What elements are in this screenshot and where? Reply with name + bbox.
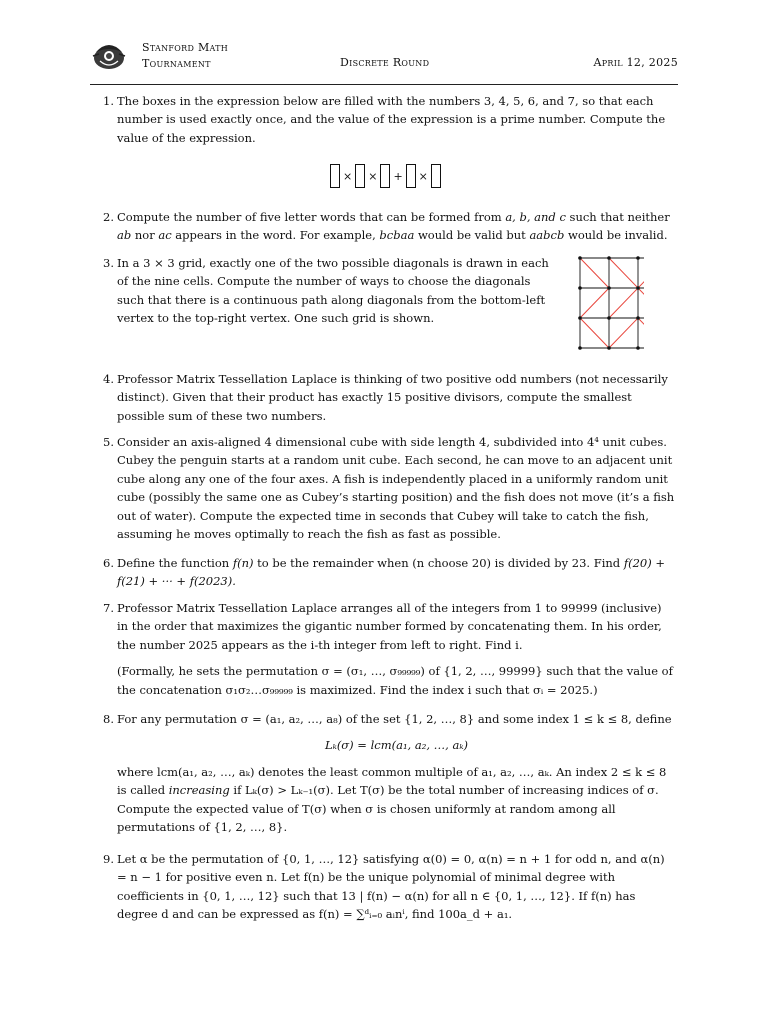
problem-3 xyxy=(96,254,558,328)
grid-vertex xyxy=(578,256,582,260)
problem-number: 2. xyxy=(103,210,114,224)
problem-text: Professor Matrix Tessellation Laplace arranges all of the integers from 1 to 99999 (inclusive) in the order that maximizes the gigantic number formed by concatenating them. In his order, the number 2025 appears as the i-th integer from left to right. Find i. xyxy=(117,601,662,652)
problem-number: 1. xyxy=(103,94,114,108)
problem-text: Consider an axis-aligned 4 dimensional cube with side length 4, subdivided into 4⁴ unit cubes. Cubey the penguin starts at a random unit cube. Each second, he can move to an adjacent unit cube along any one of the four axes. A fish is independently placed in a uniformly random unit cube (possibly the same one as Cubey’s starting position) and the fish does not move (it’s a fish out of water). Compute the expected time in seconds that Cubey will take to catch the fish, assuming he moves optimally to reach the fish as fast as possible. xyxy=(117,435,675,542)
problem-text: In a 3 × 3 grid, exactly one of the two possible diagonals is drawn in each of the nine cells. Compute the number of ways to choose the diagonals such that there is a continuous path along diagonals from the bottom-left vertex to the top-right vertex. One such grid is shown. xyxy=(117,256,549,326)
grid-vertex xyxy=(636,256,640,260)
organizer-name xyxy=(142,40,228,72)
blank-box xyxy=(406,164,416,188)
grid-vertex xyxy=(636,316,640,320)
organizer-line-1: Stanford Math xyxy=(142,41,229,54)
problem-text: Professor Matrix Tessellation Laplace is thinking of two positive odd numbers (not necessarily distinct). Given that their product has exactly 15 positive divisors, compute the smallest possible sum of these two numbers. xyxy=(117,372,668,423)
grid-vertex xyxy=(607,316,611,320)
problem-6 xyxy=(96,554,676,591)
problem-number: 8. xyxy=(103,712,114,726)
cell-diagonal xyxy=(638,318,644,348)
problem-formal-text: (Formally, he sets the permutation σ = (σ₁, …, σ₉₉₉₉₉) of {1, 2, …, 99999} such that the value of the concatenation σ₁σ₂…σ₉₉₉₉₉ is maximized. Find the index i such that σᵢ = 2025.) xyxy=(117,664,673,697)
diagonal-grid-figure xyxy=(574,254,644,354)
problem-number: 7. xyxy=(103,601,114,615)
cell-diagonal xyxy=(580,288,609,318)
problem-text: Compute the number of five letter words that can be formed from a, b, and c such that neither ab nor ac appears in the word. For example, bcbaa would be valid but aabcb would be invalid. xyxy=(117,210,670,243)
grid-vertex xyxy=(578,286,582,290)
problem-number: 5. xyxy=(103,435,114,449)
problem-4 xyxy=(96,370,676,425)
expression-boxes xyxy=(330,162,441,190)
operator: × xyxy=(368,169,378,183)
operator: × xyxy=(418,169,428,183)
problem-1 xyxy=(96,92,676,147)
exam-date: April 12, 2025 xyxy=(593,56,678,69)
problem-number: 9. xyxy=(103,852,114,866)
grid-vertex xyxy=(578,316,582,320)
problem-7 xyxy=(96,599,676,699)
cell-diagonal xyxy=(580,318,609,348)
problem-9 xyxy=(96,850,676,924)
problem-number: 4. xyxy=(103,372,114,386)
problem-number: 6. xyxy=(103,556,114,570)
grid-vertex xyxy=(607,346,611,350)
problem-8 xyxy=(96,710,676,836)
cell-diagonal xyxy=(638,258,644,288)
problem-text: The boxes in the expression below are filled with the numbers 3, 4, 5, 6, and 7, so that each number is used exactly once, and the value of the expression is a prime number. Compute the value of the expression. xyxy=(117,94,666,145)
grid-vertex xyxy=(578,346,582,350)
problem-2 xyxy=(96,208,676,245)
blank-box xyxy=(380,164,390,188)
lcm-formula: Lₖ(σ) = lcm(a₁, a₂, …, aₖ) xyxy=(324,738,468,753)
problem-text-continued: where lcm(a₁, a₂, …, aₖ) denotes the least common multiple of a₁, a₂, …, aₖ. An index 2 ≤ k ≤ 8 is called increasing if Lₖ(σ) > Lₖ₋₁(σ). Let T(σ) be the total number of increasing indices of σ. Compute the expected value of T(σ) when σ is chosen uniformly at random among all permutations of {1, 2, …, 8}. xyxy=(117,764,667,835)
problem-text: For any permutation σ = (a₁, a₂, …, a₈) of the set {1, 2, …, 8} and some index 1 ≤ k ≤ 8, define xyxy=(117,712,672,726)
page-header xyxy=(90,34,678,85)
tournament-logo-icon xyxy=(90,36,128,74)
problem-number: 3. xyxy=(103,256,114,270)
grid-vertex xyxy=(607,286,611,290)
problem-5 xyxy=(96,433,676,543)
cell-diagonal xyxy=(638,288,644,318)
grid-vertex xyxy=(636,346,640,350)
problem-text: Define the function f(n) to be the remainder when (n choose 20) is divided by 23. Find f(20) + f(21) + ··· + f(2023). xyxy=(117,556,665,589)
grid-vertex xyxy=(607,256,611,260)
grid-vertex xyxy=(636,286,640,290)
operator: × xyxy=(343,169,353,183)
cell-diagonal xyxy=(609,288,638,318)
round-title: Discrete Round xyxy=(340,56,430,69)
cell-diagonal xyxy=(609,318,638,348)
organizer-line-2: Tournament xyxy=(142,57,211,70)
blank-box xyxy=(355,164,365,188)
operator: + xyxy=(393,169,403,183)
cell-diagonal xyxy=(609,258,638,288)
cell-diagonal xyxy=(580,258,609,288)
blank-box xyxy=(431,164,441,188)
problem-text: Let α be the permutation of {0, 1, …, 12} satisfying α(0) = 0, α(n) = n + 1 for odd n, and α(n) = n − 1 for positive even n. Let f(n) be the unique polynomial of minimal degree with coefficients in {0, 1, …, 12} such that 13 | f(n) − α(n) for all n ∈ {0, 1, …, 12}. If f(n) has degree d and can be expressed as f(n) = ∑ᵈᵢ₌₀ aᵢnⁱ, find 100a_d + a₁. xyxy=(117,852,665,922)
blank-box xyxy=(330,164,340,188)
